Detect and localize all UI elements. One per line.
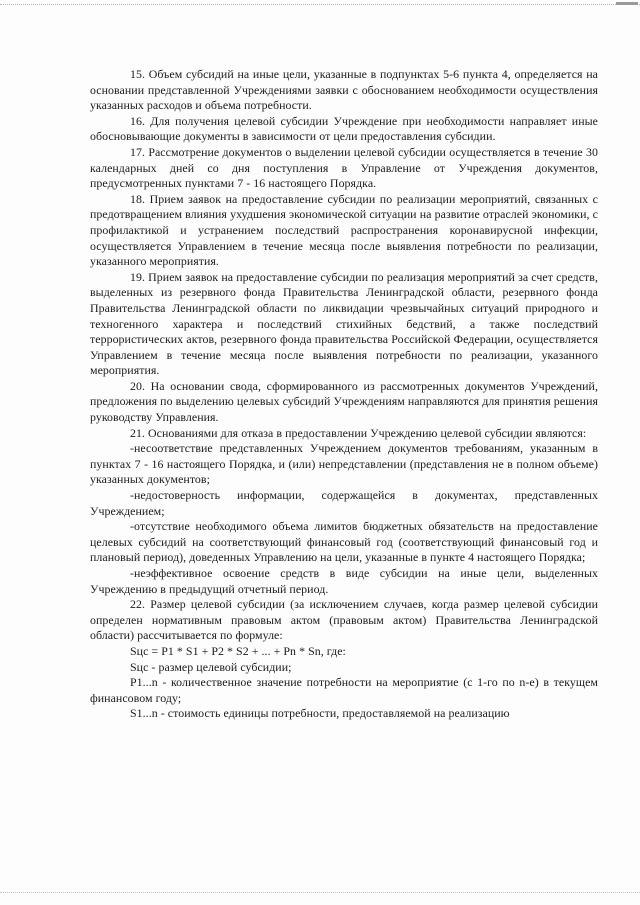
paragraph-16: 16. Для получения целевой субсидии Учреждение при необходимости направляет иные обосновывающие документы в зависимости от цели предоставления субсидии.: [90, 113, 598, 144]
paragraph-15: 15. Объем субсидий на иные цели, указанные в подпунктах 5-6 пункта 4, определяется на основании представленной Учреждениями заявки с обоснованием необходимости осуществления указанных расходов и объема потребности.: [90, 67, 598, 113]
scan-edge-top: [0, 4, 640, 6]
definition-p: P1...n - количественное значение потребности на мероприятие (с 1-го по n-е) в текущем финансовом году;: [90, 675, 598, 705]
paragraph-22: 22. Размер целевой субсидии (за исключением случаев, когда размер целевой субсидии определен нормативным правовым актом (правовым актом) Правительства Ленинградской области) рассчитывается по формуле:: [90, 597, 598, 643]
refusal-reason-4: -неэффективное освоение средств в виде субсидии на иные цели, выделенных Учреждению в предыдущий отчетный период.: [90, 566, 598, 596]
document-body: [90, 67, 598, 722]
definition-s: S1...n - стоимость единицы потребности, предоставляемой на реализацию: [130, 706, 510, 721]
scan-edge-bottom: [0, 892, 640, 894]
paragraph-18: 18. Прием заявок на предоставление субсидии по реализации мероприятий, связанных с предотвращением влияния ухудшения экономической ситуации на развитие отраслей экономики, с профилактикой и устранением последствий распространения коронавирусной инфекции, осуществляется Управлением в течение месяца после выявления потребности по реализации, указанного мероприятия.: [90, 191, 598, 269]
paragraph-21: 21. Основаниями для отказа в предоставлении Учреждению целевой субсидии являются:: [130, 425, 587, 440]
refusal-reason-3: -отсутствие необходимого объема лимитов бюджетных обязательств на предоставление целевых субсидий на соответствующий финансовый год (соответствующий финансовый год и плановый период), доведенных Управлению на цели, указанные в пункте 4 настоящего Порядка;: [90, 519, 598, 565]
refusal-reason-1: -несоответствие представленных Учреждением документов требованиям, указанным в пунктах 7 - 16 настоящего Порядка, и (или) непредставлении (представления не в полном объеме) указанных документов;: [90, 441, 598, 487]
definition-scs: Sцс - размер целевой субсидии;: [130, 659, 292, 674]
paragraph-20: 20. На основании свода, сформированного из рассмотренных документов Учреждений, предложения по выделению целевых субсидий Учреждениям направляются для принятия решения руководству Управления.: [90, 378, 599, 425]
refusal-reason-2: -недостоверность информации, содержащейся в документах, представленных Учреждением;: [90, 488, 598, 518]
subsidy-formula: Sцс = P1 * S1 + P2 * S2 + ... + Pn * Sn, где:: [130, 643, 346, 658]
paragraph-19: 19. Прием заявок на предоставление субсидии по реализация мероприятий за счет средств, выделенных из резервного фонда Правительства Ленинградской области, резервного фонда Правительства Ленинградской области по ликвидации чрезвычайных ситуаций природного и техногенного характера и последствий стихийных бедствий, а также последствий террористических актов, резервного фонда правительства Российской Федерации, осуществляется Управлением в течение месяца после выявления потребности по реализации, указанного мероприятия.: [90, 269, 598, 378]
paragraph-17: 17. Рассмотрение документов о выделении целевой субсидии осуществляется в течение 30 календарных дней со дня поступления в Управление от Учреждения документов, предусмотренных пунктами 7 - 16 настоящего Порядка.: [90, 144, 598, 191]
scan-mark: [616, 2, 638, 5]
